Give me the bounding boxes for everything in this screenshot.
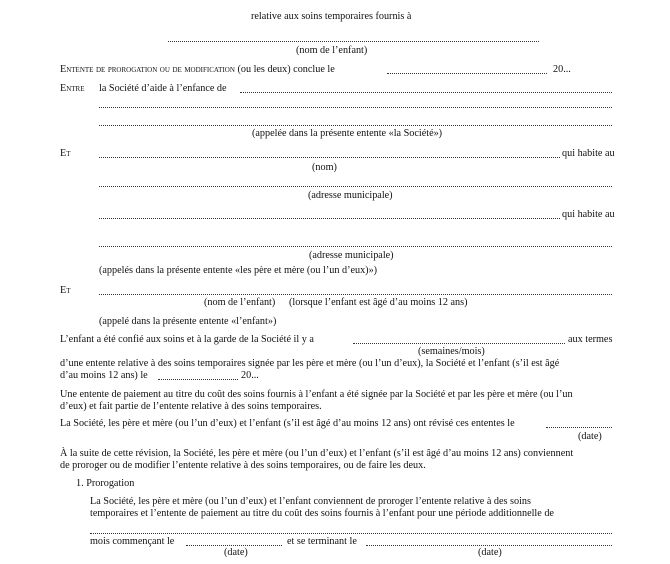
para2-line2: d’eux) et fait partie de l’entente relative à des soins temporaires. xyxy=(60,401,322,412)
parents-caption: (appelés dans la présente entente «les père et mère (ou l’un d’eux)») xyxy=(99,265,378,276)
adresse-caption-2: (adresse municipale) xyxy=(309,250,394,261)
nom-caption-1: (nom) xyxy=(312,162,337,173)
entente-label: Entente de prorogation ou de modification xyxy=(60,64,235,75)
entre-text: la Société d’aide à l’enfance de xyxy=(99,83,227,94)
parent1-name-line xyxy=(99,157,560,158)
entre-label: Entre xyxy=(60,83,85,94)
end-date-line xyxy=(366,545,612,546)
para2-line1: Une entente de paiement au titre du coût des soins fournis à l’enfant a été signée par la Société et par les père et mère (ou l’un xyxy=(60,389,573,400)
entente-line xyxy=(60,64,335,76)
adresse-caption-1: (adresse municipale) xyxy=(308,190,393,201)
para1-date-line xyxy=(158,379,238,380)
et-label-2: Et xyxy=(60,285,71,296)
section1-line1: La Société, les père et mère (ou l’un d’eux) et l’enfant conviennent de proroger l’entente relative à des soins xyxy=(90,496,531,507)
end-date-caption: (date) xyxy=(478,547,502,558)
section1-line2: temporaires et l’entente de paiement au titre du coût des soins fournis à l’enfant pour une période additionnelle de xyxy=(90,508,554,519)
qui-habite-2: qui habite au xyxy=(562,209,615,220)
para4-line1: À la suite de cette révision, la Société, les père et mère (ou l’un d’eux) et l’enfant (s’il est âgé d’au moins 12 ans) conviennent xyxy=(60,448,574,459)
child-name-caption-2: (nom de l’enfant) xyxy=(204,297,276,308)
revision-date-line xyxy=(546,427,612,428)
para4-line2: de proroger ou de modifier l’entente relative à des soins temporaires, ou de faire les deux. xyxy=(60,460,426,471)
para3-line1: La Société, les père et mère (ou l’un d’eux) et l’enfant (s’il est âgé d’au moins 12 ans) ont révisé ces ententes le xyxy=(60,418,515,429)
section-prorogation-title: 1. Prorogation xyxy=(76,478,135,489)
child-name-caption: (nom de l’enfant) xyxy=(296,45,368,56)
duration-line xyxy=(353,343,565,344)
para1-year: 20... xyxy=(241,370,259,381)
para1-line1: L’enfant a été confié aux soins et à la garde de la Société il y a xyxy=(60,334,314,345)
entre-line-2 xyxy=(99,107,612,108)
societe-caption: (appelée dans la présente entente «la Société») xyxy=(252,128,443,139)
child-age-note: (lorsque l’enfant est âgé d’au moins 12 ans) xyxy=(289,297,468,308)
child-line xyxy=(99,294,612,295)
section1-period-line xyxy=(90,533,612,534)
para1-line2: d’une entente relative à des soins temporaires signée par les père et mère (ou l’un d’eux), la Société et l’enfant (s’il est âgé xyxy=(60,358,560,369)
parent2-name-line xyxy=(99,218,560,219)
entre-line-3 xyxy=(99,125,612,126)
child-caption: (appelé dans la présente entente «l’enfant») xyxy=(99,316,277,327)
revision-date-caption: (date) xyxy=(578,431,602,442)
address2-line xyxy=(99,246,612,247)
header-line: relative aux soins temporaires fournis à xyxy=(251,11,412,22)
para1-aux-termes: aux termes xyxy=(568,334,613,345)
entre-line-1 xyxy=(240,92,612,93)
start-date-caption: (date) xyxy=(224,547,248,558)
start-date-line xyxy=(186,545,282,546)
section1-line3-a: mois commençant le xyxy=(90,536,175,547)
section1-line3-b: et se terminant le xyxy=(287,536,357,547)
et-label-1: Et xyxy=(60,148,71,159)
para1-line3: d’au moins 12 ans) le xyxy=(60,370,148,381)
address1-line xyxy=(99,186,612,187)
entente-label-rest: (ou les deux) conclue le xyxy=(237,64,335,75)
entente-year: 20... xyxy=(553,64,571,75)
entente-date-line xyxy=(387,73,547,74)
weeks-months-caption: (semaines/mois) xyxy=(418,346,485,357)
child-name-line xyxy=(168,41,539,42)
qui-habite-1: qui habite au xyxy=(562,148,615,159)
